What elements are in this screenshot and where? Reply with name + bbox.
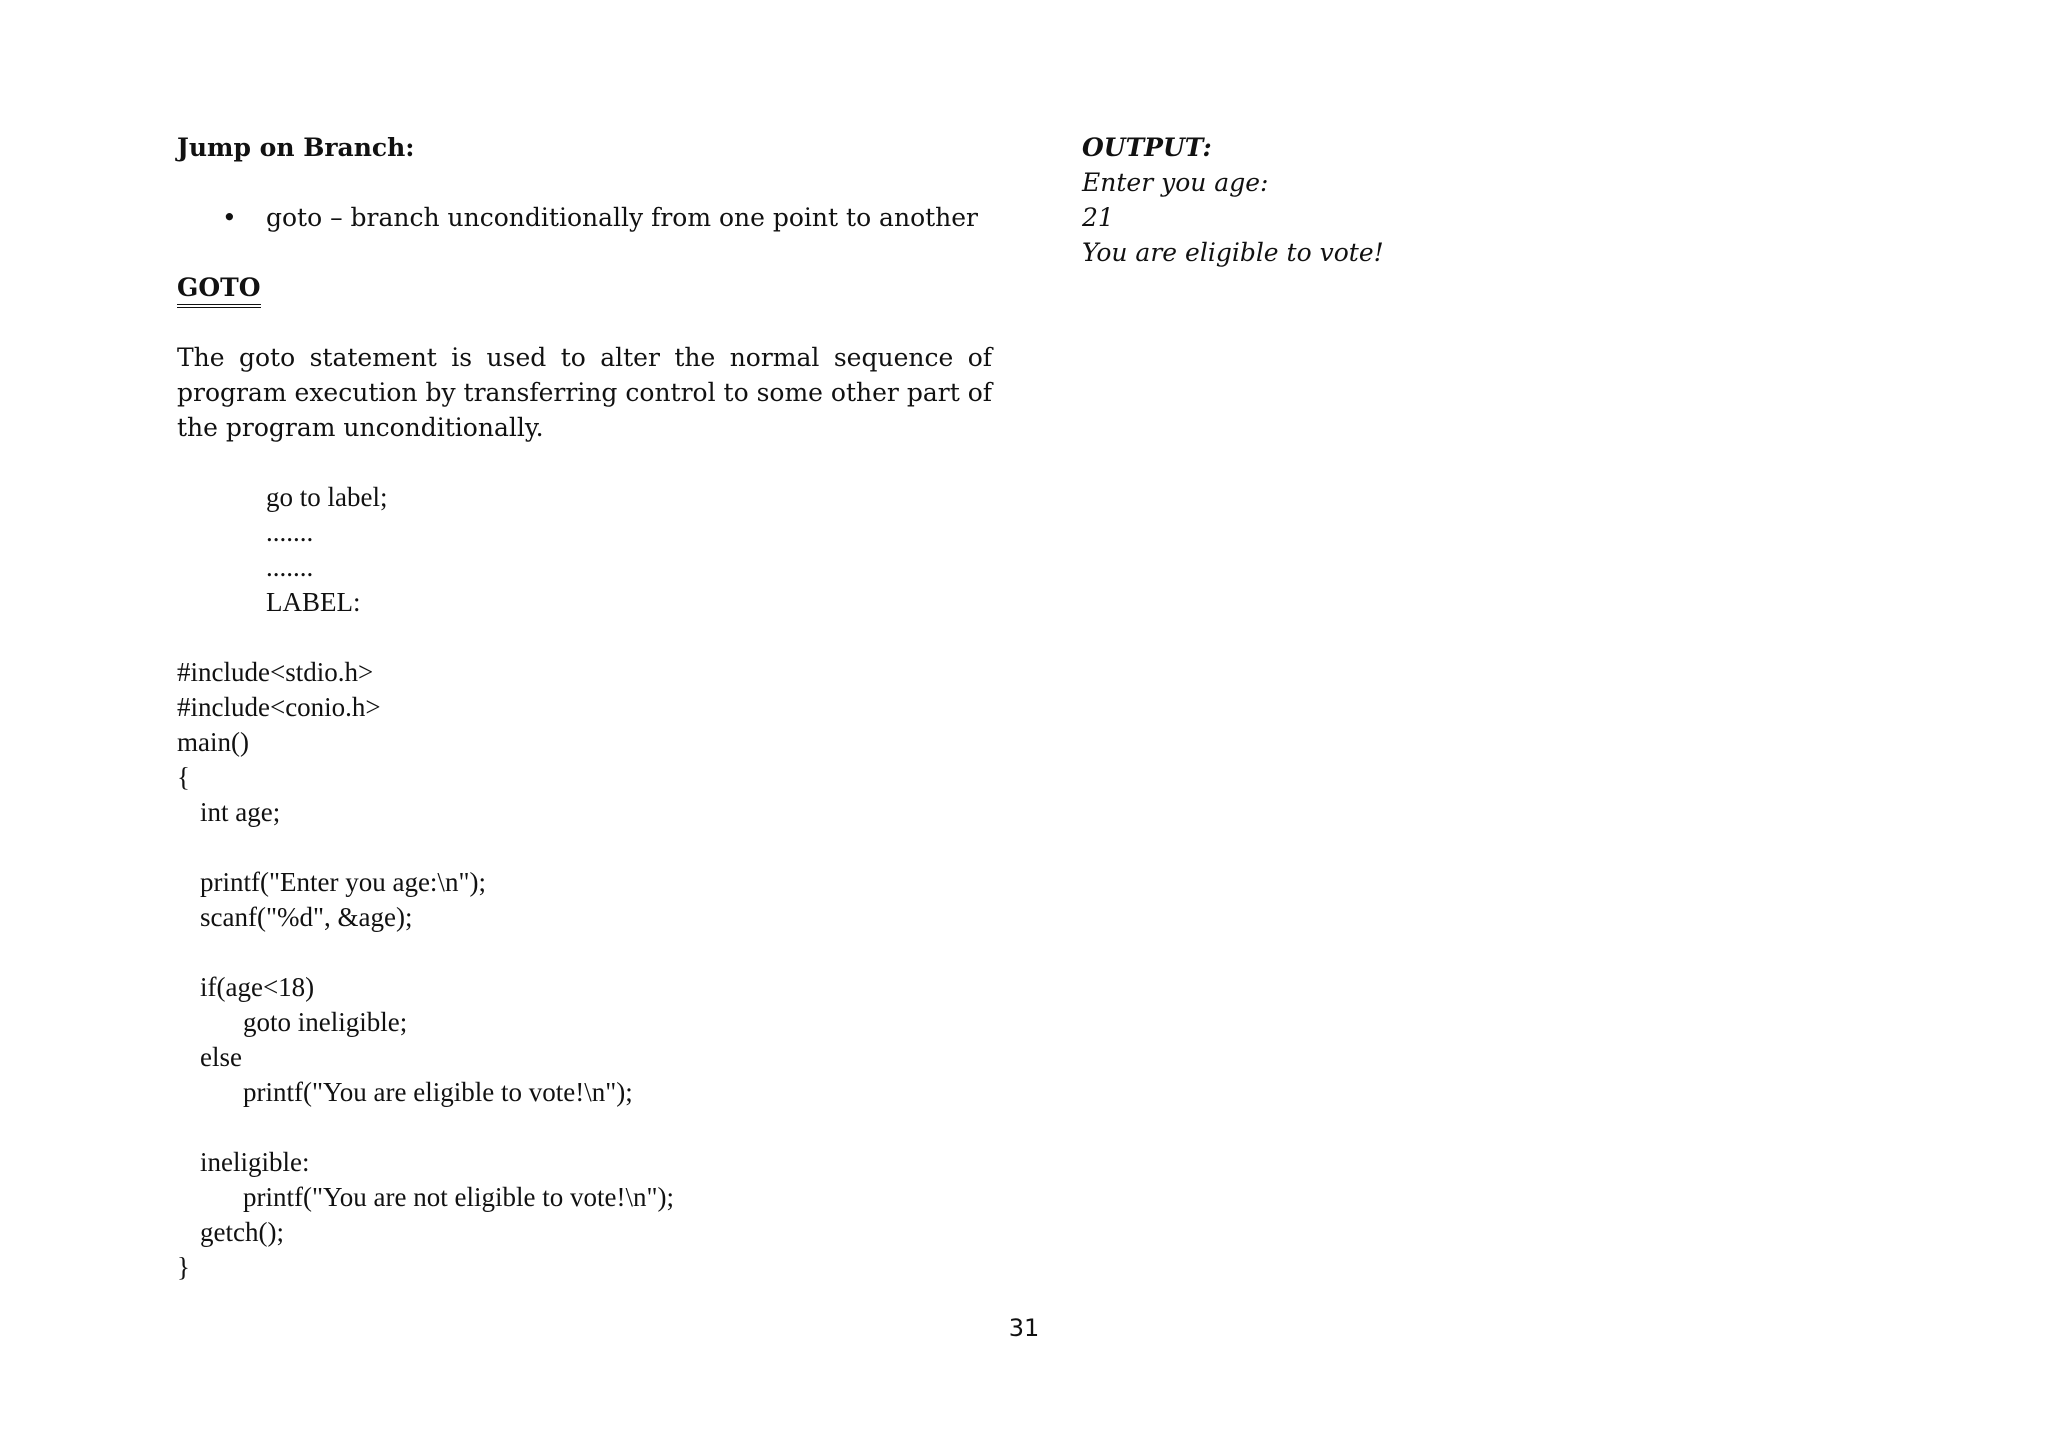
code-line: goto ineligible; <box>243 1007 408 1037</box>
bullet-item <box>177 200 992 235</box>
goto-section-title: GOTO <box>177 273 261 308</box>
bullet-dot-icon: • <box>222 203 237 232</box>
output-heading: OUTPUT: <box>1082 133 1212 162</box>
code-line: ineligible: <box>200 1147 310 1177</box>
output-line: You are eligible to vote! <box>1082 238 1384 267</box>
code-line <box>177 935 992 970</box>
section-title-row <box>177 270 992 305</box>
code-line: if(age<18) <box>200 972 315 1002</box>
spacer <box>177 235 992 270</box>
code-line: scanf("%d", &age); <box>200 902 413 932</box>
left-column <box>177 130 992 1285</box>
code-line: printf("You are not eligible to vote!\n"); <box>243 1182 674 1212</box>
page-number: 31 <box>1008 1314 1040 1342</box>
output-column <box>1082 130 1782 270</box>
syntax-line: ....... <box>266 552 314 582</box>
code-line: #include<stdio.h> <box>177 657 374 687</box>
jump-on-branch-heading: Jump on Branch: <box>177 133 415 162</box>
goto-description: The goto statement is used to alter the normal sequence of program execution by transferring control to some other part of the program unconditionally. <box>177 343 992 442</box>
code-line <box>177 830 992 865</box>
spacer <box>177 305 992 340</box>
code-block <box>177 655 992 1285</box>
code-line: { <box>177 762 190 792</box>
code-line: main() <box>177 727 249 757</box>
bullet-text: goto – branch unconditionally from one point to another <box>266 203 979 232</box>
code-line: printf("Enter you age:\n"); <box>200 867 486 897</box>
code-line: printf("You are eligible to vote!\n"); <box>243 1077 633 1107</box>
syntax-line: LABEL: <box>266 587 361 617</box>
code-line: } <box>177 1252 190 1282</box>
output-line: 21 <box>1082 203 1114 232</box>
syntax-line: ....... <box>266 517 314 547</box>
code-line: getch(); <box>200 1217 284 1247</box>
syntax-line: go to label; <box>266 482 388 512</box>
spacer <box>177 445 992 480</box>
code-line: #include<conio.h> <box>177 692 381 722</box>
spacer <box>177 165 992 200</box>
code-line <box>177 1110 992 1145</box>
spacer <box>177 620 992 655</box>
code-line: int age; <box>200 797 281 827</box>
code-line: else <box>200 1042 242 1072</box>
output-line: Enter you age: <box>1082 168 1269 197</box>
syntax-block <box>177 480 992 620</box>
